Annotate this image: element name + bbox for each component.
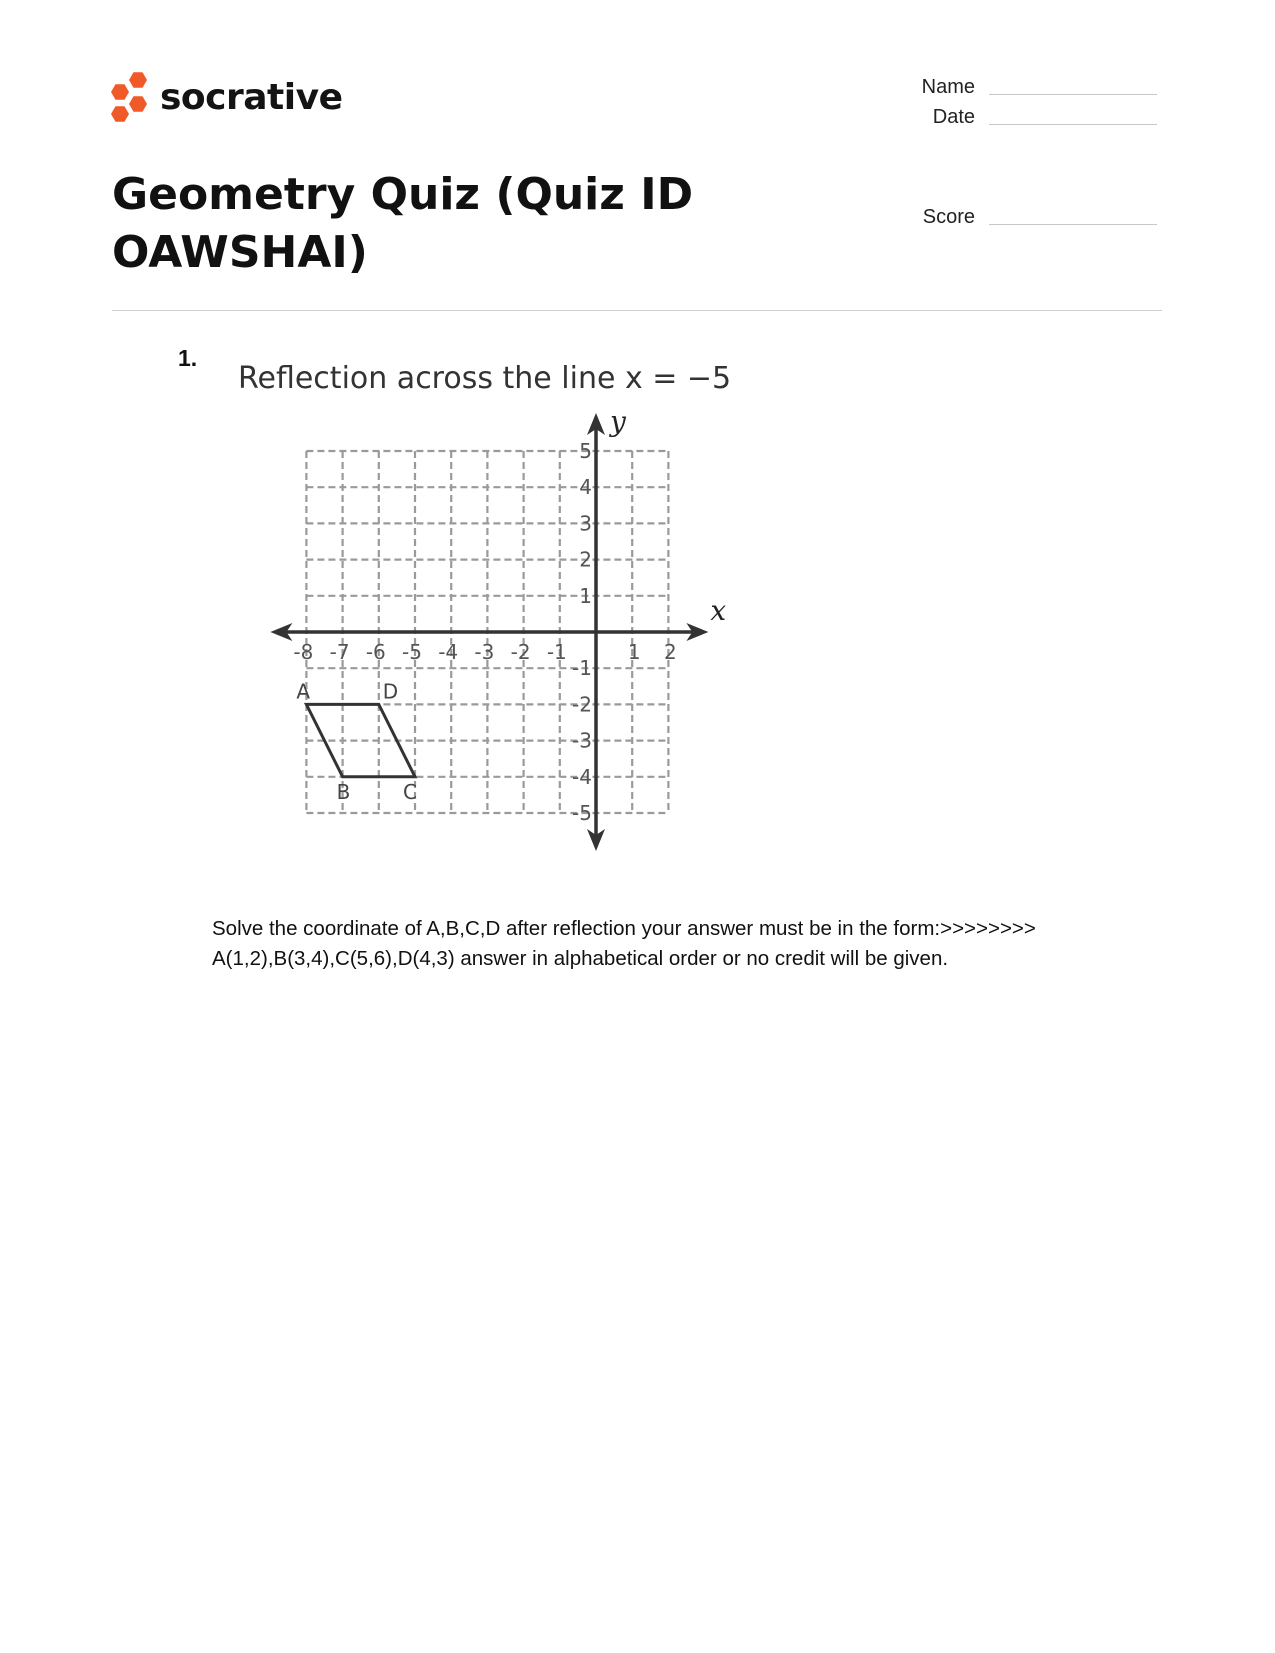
name-label: Name bbox=[921, 76, 975, 98]
y-tick-label: 5 bbox=[579, 439, 592, 463]
x-tick-label: 1 bbox=[627, 640, 641, 664]
y-tick-label: -4 bbox=[572, 764, 592, 789]
score-line bbox=[989, 223, 1157, 225]
question-text bbox=[212, 914, 1172, 974]
x-tick-label: -1 bbox=[546, 640, 567, 664]
y-axis-label: y bbox=[610, 405, 626, 438]
date-field bbox=[875, 106, 1157, 129]
name-field bbox=[875, 76, 1157, 99]
date-label: Date bbox=[932, 106, 975, 128]
x-tick-label: -8 bbox=[293, 640, 314, 664]
x-tick-label: -3 bbox=[474, 640, 495, 664]
y-tick-label: -3 bbox=[572, 728, 592, 753]
score-field bbox=[875, 206, 1157, 229]
y-tick-label: 2 bbox=[579, 547, 592, 572]
score-label: Score bbox=[922, 206, 975, 228]
vertex-label-c: C bbox=[403, 779, 417, 804]
x-tick-label: -6 bbox=[365, 640, 386, 664]
vertex-label-b: B bbox=[336, 779, 351, 804]
brand-name: socrative bbox=[160, 76, 343, 118]
quiz-title: Geometry Quiz (Quiz ID OAWSHAI) bbox=[112, 169, 694, 278]
x-tick-label: -5 bbox=[402, 640, 422, 664]
name-line bbox=[989, 93, 1157, 95]
x-tick-label: -4 bbox=[438, 640, 459, 664]
y-tick-label: 4 bbox=[579, 475, 592, 500]
y-tick-label: -1 bbox=[572, 656, 592, 681]
x-tick-label: -2 bbox=[510, 640, 531, 664]
socrative-hexagon-icon bbox=[110, 72, 150, 122]
header-divider bbox=[112, 310, 1162, 311]
y-tick-label: 1 bbox=[579, 583, 592, 608]
x-tick-label: 2 bbox=[664, 640, 677, 664]
socrative-logo bbox=[110, 72, 342, 122]
figure-title: Reflection across the line x = −5 bbox=[238, 361, 732, 396]
y-tick-label: 3 bbox=[579, 511, 592, 536]
y-tick-label: -5 bbox=[572, 801, 592, 825]
question-number: 1. bbox=[178, 345, 198, 371]
vertex-label-a: A bbox=[296, 679, 311, 704]
date-line bbox=[989, 123, 1157, 125]
vertex-label-d: D bbox=[382, 679, 399, 704]
x-tick-label: -7 bbox=[329, 640, 350, 664]
reflection-figure bbox=[232, 360, 752, 900]
x-axis-label: x bbox=[710, 594, 727, 627]
y-tick-label: -2 bbox=[572, 692, 592, 717]
question-text-line-1: Solve the coordinate of A,B,C,D after reflection your answer must be in the form:>>>>>>>> bbox=[212, 917, 1036, 940]
question-text-line-2: A(1,2),B(3,4),C(5,6),D(4,3) answer in alphabetical order or no credit will be given. bbox=[212, 947, 949, 970]
